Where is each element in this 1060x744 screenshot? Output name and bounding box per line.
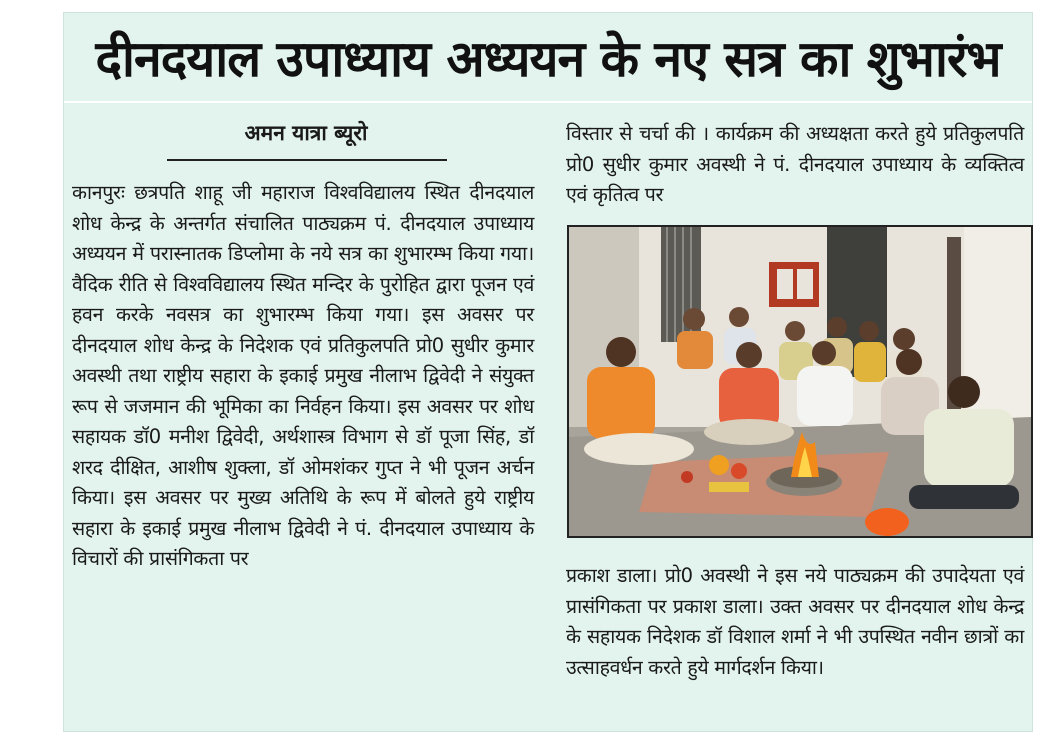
right-column-bottom	[566, 561, 1024, 683]
news-article	[63, 12, 1033, 732]
right-column-bottom-text: प्रकाश डाला। प्रो0 अवस्थी ने इस नये पाठ्यक्रम की उपादेयता एवं प्रासंगिकता पर प्रकाश डाला। उक्त अवसर पर दीनदयाल शोध केन्द्र के सहायक निदेशक डॉ विशाल शर्मा ने भी उपस्थित नवीन छात्रों का उत्साहवर्धन करते हुये मार्गदर्शन किया।	[566, 564, 1024, 679]
headline-divider	[64, 101, 1032, 103]
left-column	[72, 178, 534, 575]
headline: दीनदयाल उपाध्याय अध्ययन के नए सत्र का शुभारंभ	[95, 30, 1001, 88]
right-column-top-text: विस्तार से चर्चा की । कार्यक्रम की अध्यक्षता करते हुये प्रतिकुलपति प्रो0 सुधीर कुमार अवस्थी ने पं. दीनदयाल उपाध्याय के व्यक्तित्व एवं कृतित्व पर	[566, 122, 1024, 206]
havan-ceremony-photo	[567, 225, 1033, 538]
byline-underline	[167, 159, 447, 161]
left-column-text: कानपुरः छत्रपति शाहू जी महाराज विश्वविद्यालय स्थित दीनदयाल शोध केन्द्र के अन्तर्गत संचालित पाठ्यक्रम पं. दीनदयाल उपाध्याय अध्ययन में परास्नातक डिप्लोमा के नये सत्र का शुभारम्भ किया गया। वैदिक रीति से विश्वविद्यालय स्थित मन्दिर के पुरोहित द्वारा पूजन एवं हवन करके नवसत्र का शुभारम्भ किया गया। इस अवसर पर दीनदयाल शोध केन्द्र के निदेशक एवं प्रतिकुलपति प्रो0 सुधीर कुमार अवस्थी तथा राष्ट्रीय सहारा के इकाई प्रमुख नीलाभ द्विवेदी ने संयुक्त रूप से जजमान की भूमिका का निर्वहन किया। इस अवसर पर शोध सहायक डॉ0 मनीश द्विवेदी, अर्थशास्त्र विभाग से डॉ पूजा सिंह, डॉ शरद दीक्षित, आशीष शुक्ला, डॉ ओमशंकर गुप्त ने भी पूजन अर्चन किया। इस अवसर पर मुख्य अतिथि के रूप में बोलते हुये राष्ट्रीय सहारा के इकाई प्रमुख नीलाभ द्विवेदी ने पं. दीनदयाल उपाध्याय के विचारों की प्रासंगिकता पर	[72, 181, 534, 570]
photo-illustration	[569, 227, 1031, 536]
right-column-top	[566, 119, 1024, 211]
byline: अमन यात्रा ब्यूरो	[244, 121, 368, 145]
